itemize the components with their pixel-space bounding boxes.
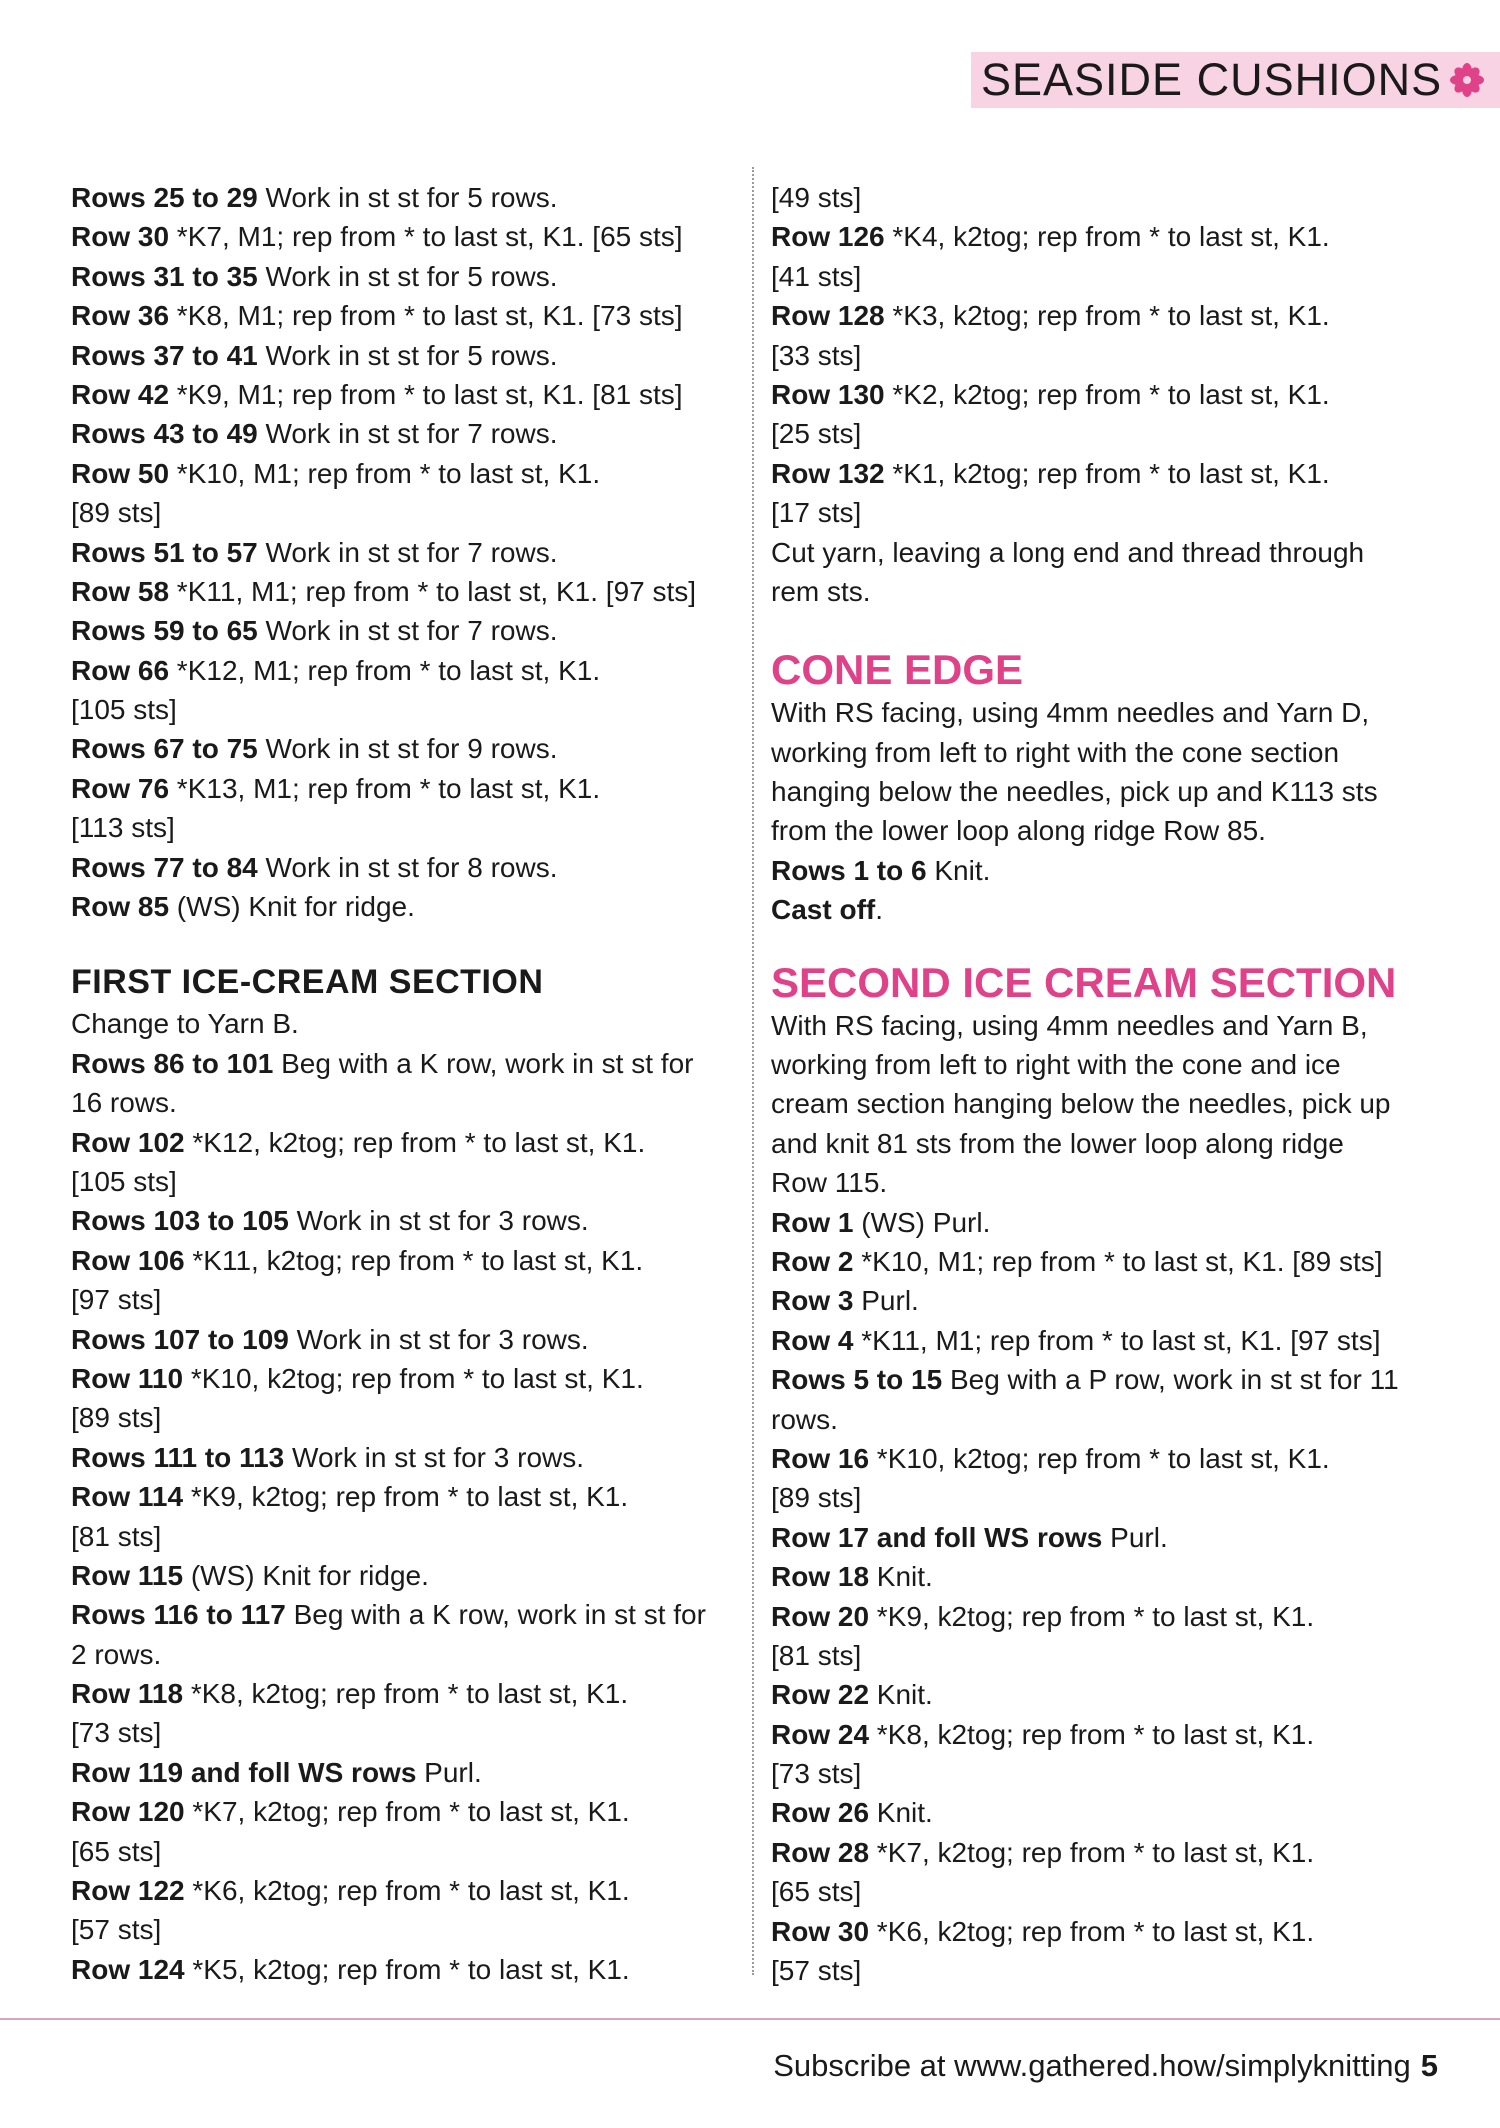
instruction-line [771, 772, 1436, 811]
row-text: Row 115. [771, 1167, 888, 1199]
row-text: Work in st st for 3 rows. [288, 1323, 589, 1355]
instruction-line [771, 1872, 1436, 1911]
right-top-rows [771, 178, 1436, 611]
row-text: *K5, k2tog; rep from * to last st, K1. [184, 1953, 630, 1985]
instruction-line [771, 454, 1436, 493]
instruction-line [771, 1084, 1436, 1123]
instruction-line [71, 533, 736, 572]
row-label: Row 50 [71, 457, 170, 489]
row-text: *K9, k2tog; rep from * to last st, K1. [183, 1481, 629, 1513]
row-text: *K8, k2tog; rep from * to last st, K1. [869, 1718, 1315, 1750]
row-label: Rows 116 to 117 [71, 1599, 286, 1631]
row-label: Rows 103 to 105 [71, 1205, 289, 1237]
row-text: *K2, k2tog; rep from * to last st, K1. [884, 378, 1330, 410]
row-label: Row 66 [71, 654, 170, 686]
instruction-line [771, 1478, 1436, 1517]
instruction-line [71, 1241, 736, 1280]
cone-edge-rows [771, 693, 1436, 929]
row-label: Rows 67 to 75 [71, 733, 258, 765]
row-label: Row 130 [771, 378, 885, 410]
row-label: Row 126 [771, 221, 885, 253]
instruction-line [771, 1045, 1436, 1084]
row-text: Cut yarn, leaving a long end and thread through [771, 536, 1365, 568]
row-text: rows. [771, 1403, 838, 1435]
row-text: *K7, k2tog; rep from * to last st, K1. [184, 1796, 630, 1828]
flower-icon [1450, 63, 1484, 97]
row-label: Row 118 [71, 1678, 184, 1710]
instruction-line [71, 375, 736, 414]
instruction-line [71, 1320, 736, 1359]
instruction-line [71, 651, 736, 690]
instruction-line [771, 375, 1436, 414]
instruction-line [771, 1439, 1436, 1478]
instruction-line [771, 1754, 1436, 1793]
row-text: Beg with a P row, work in st st for 11 [942, 1364, 1399, 1396]
row-text: *K11, M1; rep from * to last st, K1. [97 sts] [853, 1324, 1381, 1356]
instruction-line [771, 1557, 1436, 1596]
row-label: Row 24 [771, 1718, 870, 1750]
row-text: from the lower loop along ridge Row 85. [771, 815, 1266, 847]
row-text: 2 rows. [71, 1638, 162, 1670]
instruction-line [771, 1400, 1436, 1439]
row-text: Work in st st for 9 rows. [257, 733, 558, 765]
row-text: Work in st st for 5 rows. [257, 260, 558, 292]
instruction-line [71, 808, 736, 847]
row-text: [89 sts] [71, 1402, 162, 1434]
instruction-line [71, 729, 736, 768]
instruction-line [771, 1360, 1436, 1399]
row-label: Rows 86 to 101 [71, 1047, 274, 1079]
row-text: [17 sts] [771, 497, 862, 529]
row-text: [65 sts] [771, 1876, 862, 1908]
row-label: Cast off [771, 894, 876, 926]
instruction-line [771, 1951, 1436, 1990]
row-label: Row 2 [771, 1245, 854, 1277]
instruction-line [771, 1912, 1436, 1951]
row-label: Row 22 [771, 1679, 870, 1711]
row-text: Work in st st for 7 rows. [257, 418, 558, 450]
row-label: Row 115 [71, 1559, 184, 1591]
instruction-line [71, 1832, 736, 1871]
instruction-line [71, 1123, 736, 1162]
instruction-line [771, 1597, 1436, 1636]
instruction-line [771, 336, 1436, 375]
row-label: Rows 31 to 35 [71, 260, 258, 292]
cone-edge-heading: CONE EDGE [771, 646, 1024, 694]
row-text: Beg with a K row, work in st st for [285, 1599, 706, 1631]
instruction-line [71, 1438, 736, 1477]
instruction-line [71, 1910, 736, 1949]
row-label: Rows 43 to 49 [71, 418, 258, 450]
instruction-line [771, 296, 1436, 335]
instruction-line [71, 1201, 736, 1240]
row-text: hanging below the needles, pick up and K113 sts [771, 776, 1378, 808]
row-text: *K3, k2tog; rep from * to last st, K1. [884, 300, 1330, 332]
instruction-line [71, 887, 736, 926]
row-text: . [875, 894, 884, 926]
row-text: (WS) Purl. [853, 1206, 991, 1238]
row-text: and knit 81 sts from the lower loop along ridge [771, 1127, 1344, 1159]
row-label: Row 128 [771, 300, 885, 332]
row-text: working from left to right with the cone and ice [771, 1049, 1341, 1081]
left-column [71, 178, 736, 1989]
left-rows [71, 178, 736, 926]
instruction-line [71, 848, 736, 887]
instruction-line [771, 851, 1436, 890]
instruction-line [71, 1871, 736, 1910]
first-ice-cream-heading: FIRST ICE-CREAM SECTION [71, 963, 544, 1002]
row-label: Row 3 [771, 1285, 854, 1317]
instruction-line [771, 733, 1436, 772]
instruction-line [771, 1715, 1436, 1754]
row-text: [113 sts] [71, 812, 175, 844]
instruction-line [771, 1163, 1436, 1202]
instruction-line [771, 811, 1436, 850]
row-label: Rows 5 to 15 [771, 1364, 943, 1396]
instruction-line [771, 1793, 1436, 1832]
instruction-line [71, 1398, 736, 1437]
row-text: *K7, k2tog; rep from * to last st, K1. [869, 1836, 1315, 1868]
row-text: Knit. [869, 1679, 933, 1711]
instruction-line [771, 1675, 1436, 1714]
instruction-line [771, 1518, 1436, 1557]
row-text: [81 sts] [771, 1639, 862, 1671]
instruction-line [771, 178, 1436, 217]
row-text: *K12, k2tog; rep from * to last st, K1. [184, 1126, 646, 1158]
instruction-line [71, 414, 736, 453]
row-text: Work in st st for 7 rows. [257, 615, 558, 647]
instruction-line [71, 1950, 736, 1989]
row-text: [97 sts] [71, 1284, 162, 1316]
row-text: *K10, M1; rep from * to last st, K1. [89 sts] [853, 1245, 1383, 1277]
row-label: Row 102 [71, 1126, 185, 1158]
instruction-line [71, 1753, 736, 1792]
row-text: Knit. [869, 1797, 933, 1829]
instruction-line [71, 1477, 736, 1516]
row-label: Row 85 [71, 891, 170, 923]
row-text: [89 sts] [71, 497, 162, 529]
instruction-line [71, 296, 736, 335]
row-text: [33 sts] [771, 339, 862, 371]
row-label: Row 76 [71, 772, 170, 804]
instruction-line [71, 1280, 736, 1319]
row-label: Row 26 [771, 1797, 870, 1829]
instruction-line [71, 336, 736, 375]
instruction-line [771, 890, 1436, 929]
row-text: Work in st st for 3 rows. [284, 1441, 585, 1473]
row-label: Row 110 [71, 1362, 184, 1394]
row-text: Beg with a K row, work in st st for [273, 1047, 694, 1079]
instruction-line [71, 1359, 736, 1398]
instruction-line [771, 572, 1436, 611]
column-divider [752, 167, 754, 1975]
row-text: (WS) Knit for ridge. [169, 891, 415, 923]
page-title: SEASIDE CUSHIONS [981, 54, 1443, 105]
row-text: *K8, k2tog; rep from * to last st, K1. [183, 1678, 629, 1710]
row-label: Rows 51 to 57 [71, 536, 258, 568]
instruction-line [71, 178, 736, 217]
row-text: Knit. [926, 854, 991, 886]
subscribe-link[interactable]: Subscribe at www.gathered.how/simplyknitting [773, 2048, 1411, 2083]
row-text: *K11, k2tog; rep from * to last st, K1. [184, 1244, 644, 1276]
row-text: *K1, k2tog; rep from * to last st, K1. [884, 457, 1330, 489]
row-label: Row 1 [771, 1206, 854, 1238]
row-text: Work in st st for 7 rows. [257, 536, 558, 568]
instruction-line [771, 1006, 1436, 1045]
row-label: Rows 111 to 113 [71, 1441, 285, 1473]
instruction-line [71, 217, 736, 256]
row-text: *K7, M1; rep from * to last st, K1. [65 sts] [169, 221, 683, 253]
row-label: Row 28 [771, 1836, 870, 1868]
row-text: (WS) Knit for ridge. [183, 1559, 429, 1591]
row-text: *K9, k2tog; rep from * to last st, K1. [869, 1600, 1315, 1632]
instruction-line [71, 1713, 736, 1752]
instruction-line [71, 493, 736, 532]
row-label: Row 30 [71, 221, 170, 253]
instruction-line [771, 1203, 1436, 1242]
footer [773, 2048, 1438, 2084]
right-column [771, 178, 1436, 1990]
instruction-line [771, 1636, 1436, 1675]
row-text: [81 sts] [71, 1520, 162, 1552]
row-text: *K10, M1; rep from * to last st, K1. [169, 457, 601, 489]
page-number: 5 [1420, 2048, 1438, 2083]
row-text: 16 rows. [71, 1087, 177, 1119]
row-text: *K9, M1; rep from * to last st, K1. [81 sts] [169, 378, 683, 410]
row-text: Purl. [416, 1756, 482, 1788]
row-label: Row 4 [771, 1324, 854, 1356]
row-text: [89 sts] [771, 1482, 862, 1514]
row-text: Purl. [1102, 1521, 1168, 1553]
instruction-line [771, 217, 1436, 256]
row-label: Rows 37 to 41 [71, 339, 258, 371]
row-text: *K13, M1; rep from * to last st, K1. [169, 772, 601, 804]
row-text: Work in st st for 5 rows. [257, 339, 558, 371]
row-text: [41 sts] [771, 260, 862, 292]
instruction-line [71, 611, 736, 650]
instruction-line [771, 1321, 1436, 1360]
header-badge [971, 52, 1500, 108]
instruction-line [71, 454, 736, 493]
footer-rule [0, 2018, 1500, 2020]
row-label: Row 20 [771, 1600, 870, 1632]
row-text: *K6, k2tog; rep from * to last st, K1. [869, 1915, 1315, 1947]
row-text: rem sts. [771, 575, 871, 607]
row-text: [73 sts] [71, 1717, 162, 1749]
row-text: Work in st st for 3 rows. [288, 1205, 589, 1237]
row-text: [57 sts] [771, 1955, 862, 1987]
instruction-line [771, 1833, 1436, 1872]
instruction-line [771, 693, 1436, 732]
second-ice-cream-heading: SECOND ICE CREAM SECTION [771, 958, 1397, 1006]
instruction-line [71, 572, 736, 611]
row-text: [49 sts] [771, 182, 862, 213]
row-text: [105 sts] [71, 1165, 177, 1197]
row-label: Row 120 [71, 1796, 185, 1828]
row-text: [105 sts] [71, 694, 177, 726]
row-label: Row 16 [771, 1442, 870, 1474]
instruction-line [71, 257, 736, 296]
row-text: *K10, k2tog; rep from * to last st, K1. [869, 1442, 1330, 1474]
row-label: Rows 59 to 65 [71, 615, 258, 647]
instruction-line [71, 1083, 736, 1122]
instruction-line [71, 1162, 736, 1201]
instruction-line [771, 257, 1436, 296]
instruction-line [771, 1124, 1436, 1163]
first-ice-cream-rows [71, 1004, 736, 1989]
row-text: *K12, M1; rep from * to last st, K1. [169, 654, 601, 686]
row-text: cream section hanging below the needles, pick up [771, 1088, 1391, 1120]
instruction-line [71, 1517, 736, 1556]
row-text: With RS facing, using 4mm needles and Yarn B, [771, 1009, 1368, 1041]
row-text: Knit. [869, 1561, 933, 1593]
row-text: Work in st st for 5 rows. [257, 182, 558, 213]
instruction-line [771, 493, 1436, 532]
row-label: Row 42 [71, 378, 170, 410]
row-label: Rows 77 to 84 [71, 851, 258, 883]
row-text: Purl. [853, 1285, 919, 1317]
instruction-line [71, 769, 736, 808]
instruction-line [771, 1281, 1436, 1320]
instruction-line [71, 1004, 736, 1043]
instruction-line [71, 690, 736, 729]
row-label: Row 18 [771, 1561, 870, 1593]
row-label: Row 58 [71, 575, 170, 607]
row-label: Rows 107 to 109 [71, 1323, 289, 1355]
instruction-line [71, 1635, 736, 1674]
row-label: Row 124 [71, 1953, 185, 1985]
instruction-line [71, 1044, 736, 1083]
row-label: Row 119 and foll WS rows [71, 1756, 417, 1788]
row-text: [65 sts] [71, 1835, 162, 1867]
instruction-line [71, 1792, 736, 1831]
row-text: *K4, k2tog; rep from * to last st, K1. [884, 221, 1330, 253]
row-text: [57 sts] [71, 1914, 162, 1946]
row-label: Row 17 and foll WS rows [771, 1521, 1103, 1553]
row-text: *K11, M1; rep from * to last st, K1. [97 sts] [169, 575, 697, 607]
instruction-line [71, 1674, 736, 1713]
instruction-line [771, 414, 1436, 453]
row-label: Row 106 [71, 1244, 185, 1276]
row-label: Rows 25 to 29 [71, 182, 258, 213]
row-label: Row 122 [71, 1875, 185, 1907]
row-text: *K6, k2tog; rep from * to last st, K1. [184, 1875, 630, 1907]
second-ice-cream-rows [771, 1006, 1436, 1991]
row-label: Row 114 [71, 1481, 184, 1513]
row-text: [73 sts] [771, 1758, 862, 1790]
instruction-line [771, 533, 1436, 572]
instruction-line [771, 1242, 1436, 1281]
row-text: [25 sts] [771, 418, 862, 450]
row-label: Row 30 [771, 1915, 870, 1947]
row-label: Rows 1 to 6 [771, 854, 927, 886]
row-text: *K8, M1; rep from * to last st, K1. [73 sts] [169, 300, 683, 332]
instruction-line [71, 1595, 736, 1634]
row-text: Change to Yarn B. [71, 1008, 299, 1040]
row-label: Row 132 [771, 457, 885, 489]
row-label: Row 36 [71, 300, 170, 332]
row-text: working from left to right with the cone section [771, 736, 1340, 768]
instruction-line [71, 1556, 736, 1595]
row-text: With RS facing, using 4mm needles and Yarn D, [771, 697, 1370, 729]
row-text: Work in st st for 8 rows. [257, 851, 558, 883]
row-text: *K10, k2tog; rep from * to last st, K1. [183, 1362, 644, 1394]
